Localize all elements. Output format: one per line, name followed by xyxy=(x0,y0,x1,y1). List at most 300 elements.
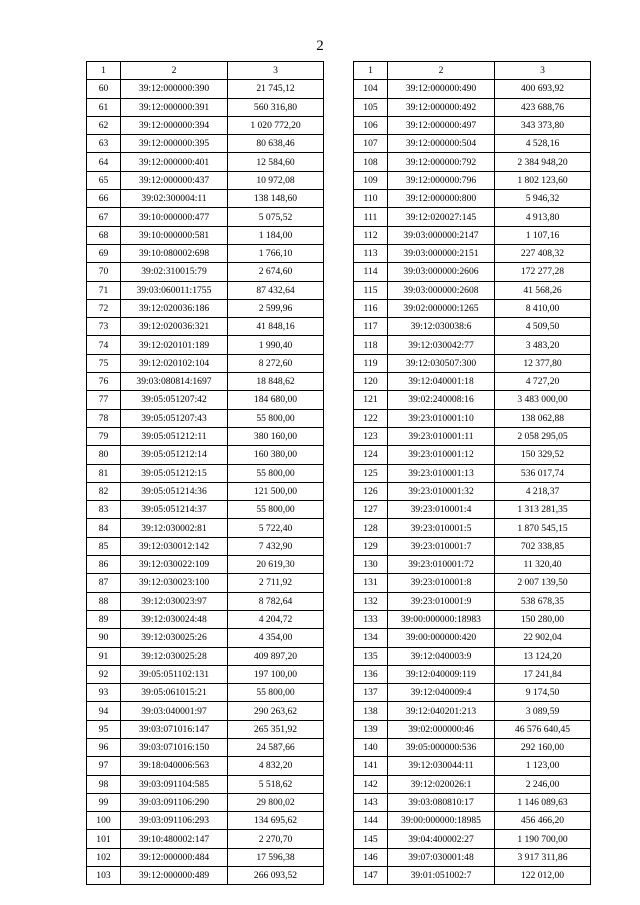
value-amount: 12 584,60 xyxy=(228,153,324,171)
row-number: 124 xyxy=(354,446,388,464)
cadastral-number: 39:12:030025:26 xyxy=(121,629,228,647)
row-number: 69 xyxy=(87,244,121,262)
cadastral-number: 39:23:010001:13 xyxy=(388,464,495,482)
cadastral-number: 39:10:000000:477 xyxy=(121,208,228,226)
table-row xyxy=(354,336,591,354)
table-row xyxy=(87,629,324,647)
cadastral-number: 39:12:000000:796 xyxy=(388,171,495,189)
value-amount: 41 848,16 xyxy=(228,318,324,336)
row-number: 92 xyxy=(87,665,121,683)
table-row xyxy=(354,98,591,116)
table-row xyxy=(87,226,324,244)
row-number: 73 xyxy=(87,318,121,336)
row-number: 70 xyxy=(87,263,121,281)
value-amount: 380 160,00 xyxy=(228,427,324,445)
table-row xyxy=(87,684,324,702)
row-number: 84 xyxy=(87,519,121,537)
cadastral-number: 39:12:040009:4 xyxy=(388,684,495,702)
row-number: 96 xyxy=(87,738,121,756)
cadastral-number: 39:12:030507:300 xyxy=(388,354,495,372)
value-amount: 17 241,84 xyxy=(495,665,591,683)
value-amount: 3 483 000,00 xyxy=(495,391,591,409)
value-amount: 292 160,00 xyxy=(495,738,591,756)
cadastral-number: 39:03:000000:2147 xyxy=(388,226,495,244)
table-row xyxy=(354,281,591,299)
value-amount: 1 313 281,35 xyxy=(495,501,591,519)
cadastral-number: 39:12:040009:119 xyxy=(388,665,495,683)
cadastral-number: 39:03:091106:290 xyxy=(121,793,228,811)
table-row xyxy=(87,592,324,610)
value-amount: 29 800,02 xyxy=(228,793,324,811)
value-amount: 3 917 311,86 xyxy=(495,848,591,866)
row-number: 80 xyxy=(87,446,121,464)
table-row xyxy=(354,519,591,537)
table-row xyxy=(354,592,591,610)
cadastral-number: 39:00:000000:420 xyxy=(388,629,495,647)
row-number: 135 xyxy=(354,647,388,665)
table-row xyxy=(354,116,591,134)
table-row xyxy=(354,738,591,756)
cadastral-number: 39:12:030025:28 xyxy=(121,647,228,665)
table-row xyxy=(87,647,324,665)
cadastral-number: 39:03:000000:2608 xyxy=(388,281,495,299)
value-amount: 5 075,52 xyxy=(228,208,324,226)
table-row xyxy=(87,299,324,317)
table-row xyxy=(87,720,324,738)
column-header: 1 xyxy=(87,62,121,80)
table-row xyxy=(87,556,324,574)
cadastral-number: 39:23:010001:9 xyxy=(388,592,495,610)
table-row xyxy=(354,464,591,482)
value-amount: 560 316,80 xyxy=(228,98,324,116)
row-number: 122 xyxy=(354,409,388,427)
row-number: 136 xyxy=(354,665,388,683)
table-row xyxy=(354,373,591,391)
value-amount: 12 377,80 xyxy=(495,354,591,372)
cadastral-number: 39:23:010001:4 xyxy=(388,501,495,519)
cadastral-number: 39:23:010001:8 xyxy=(388,574,495,592)
table-row xyxy=(354,867,591,885)
cadastral-number: 39:03:000000:2606 xyxy=(388,263,495,281)
table-row xyxy=(87,190,324,208)
value-amount: 1 990,40 xyxy=(228,336,324,354)
table-row xyxy=(87,519,324,537)
row-number: 67 xyxy=(87,208,121,226)
cadastral-number: 39:12:000000:489 xyxy=(121,867,228,885)
value-amount: 1 766,10 xyxy=(228,244,324,262)
row-number: 114 xyxy=(354,263,388,281)
table-row xyxy=(354,153,591,171)
table-row xyxy=(354,830,591,848)
cadastral-number: 39:05:061015:21 xyxy=(121,684,228,702)
row-number: 129 xyxy=(354,537,388,555)
cadastral-number: 39:12:000000:497 xyxy=(388,116,495,134)
value-amount: 4 218,37 xyxy=(495,482,591,500)
row-number: 75 xyxy=(87,354,121,372)
row-number: 71 xyxy=(87,281,121,299)
table-row xyxy=(354,226,591,244)
table-row xyxy=(87,501,324,519)
row-number: 146 xyxy=(354,848,388,866)
row-number: 142 xyxy=(354,775,388,793)
value-amount: 538 678,35 xyxy=(495,592,591,610)
value-amount: 343 373,80 xyxy=(495,116,591,134)
row-number: 81 xyxy=(87,464,121,482)
cadastral-number: 39:05:051214:37 xyxy=(121,501,228,519)
cadastral-table-right xyxy=(353,61,591,885)
cadastral-number: 39:07:030001:48 xyxy=(388,848,495,866)
value-amount: 536 017,74 xyxy=(495,464,591,482)
cadastral-number: 39:12:020101:189 xyxy=(121,336,228,354)
value-amount: 1 123,00 xyxy=(495,757,591,775)
value-amount: 55 800,00 xyxy=(228,684,324,702)
table-row xyxy=(87,867,324,885)
table-row xyxy=(354,208,591,226)
row-number: 61 xyxy=(87,98,121,116)
cadastral-number: 39:12:000000:504 xyxy=(388,135,495,153)
table-row xyxy=(87,775,324,793)
cadastral-number: 39:12:020026:1 xyxy=(388,775,495,793)
cadastral-number: 39:03:040001:97 xyxy=(121,702,228,720)
table-row xyxy=(87,263,324,281)
row-number: 104 xyxy=(354,80,388,98)
value-amount: 1 190 700,00 xyxy=(495,830,591,848)
value-amount: 5 946,32 xyxy=(495,190,591,208)
cadastral-number: 39:05:000000:536 xyxy=(388,738,495,756)
value-amount: 5 722,40 xyxy=(228,519,324,537)
row-number: 109 xyxy=(354,171,388,189)
value-amount: 3 483,20 xyxy=(495,336,591,354)
cadastral-number: 39:12:030002:81 xyxy=(121,519,228,537)
value-amount: 172 277,28 xyxy=(495,263,591,281)
row-number: 66 xyxy=(87,190,121,208)
value-amount: 1 870 545,15 xyxy=(495,519,591,537)
row-number: 98 xyxy=(87,775,121,793)
cadastral-number: 39:02:240008:16 xyxy=(388,391,495,409)
table-row xyxy=(354,263,591,281)
cadastral-number: 39:12:000000:401 xyxy=(121,153,228,171)
row-number: 121 xyxy=(354,391,388,409)
cadastral-number: 39:10:000000:581 xyxy=(121,226,228,244)
value-amount: 2 246,00 xyxy=(495,775,591,793)
cadastral-number: 39:12:030022:109 xyxy=(121,556,228,574)
row-number: 82 xyxy=(87,482,121,500)
row-number: 64 xyxy=(87,153,121,171)
cadastral-number: 39:12:000000:492 xyxy=(388,98,495,116)
row-number: 78 xyxy=(87,409,121,427)
cadastral-number: 39:12:020102:104 xyxy=(121,354,228,372)
row-number: 60 xyxy=(87,80,121,98)
row-number: 100 xyxy=(87,812,121,830)
table-row xyxy=(354,354,591,372)
cadastral-number: 39:12:020036:321 xyxy=(121,318,228,336)
row-number: 120 xyxy=(354,373,388,391)
value-amount: 2 270,70 xyxy=(228,830,324,848)
value-amount: 22 902,04 xyxy=(495,629,591,647)
value-amount: 3 089,59 xyxy=(495,702,591,720)
row-number: 118 xyxy=(354,336,388,354)
table-header-row xyxy=(354,62,591,80)
value-amount: 11 320,40 xyxy=(495,556,591,574)
table-row xyxy=(354,793,591,811)
table-row xyxy=(87,318,324,336)
value-amount: 227 408,32 xyxy=(495,244,591,262)
cadastral-number: 39:12:030024:48 xyxy=(121,610,228,628)
cadastral-number: 39:23:010001:11 xyxy=(388,427,495,445)
column-header: 1 xyxy=(354,62,388,80)
row-number: 106 xyxy=(354,116,388,134)
value-amount: 138 062,88 xyxy=(495,409,591,427)
value-amount: 160 380,00 xyxy=(228,446,324,464)
table-row xyxy=(87,336,324,354)
row-number: 83 xyxy=(87,501,121,519)
row-number: 99 xyxy=(87,793,121,811)
cadastral-number: 39:23:010001:5 xyxy=(388,519,495,537)
cadastral-number: 39:12:040001:18 xyxy=(388,373,495,391)
cadastral-number: 39:03:071016:147 xyxy=(121,720,228,738)
value-amount: 122 012,00 xyxy=(495,867,591,885)
table-row xyxy=(87,482,324,500)
table-row xyxy=(354,629,591,647)
cadastral-table-left xyxy=(86,61,324,885)
row-number: 143 xyxy=(354,793,388,811)
cadastral-number: 39:02:300004:11 xyxy=(121,190,228,208)
cadastral-number: 39:01:051002:7 xyxy=(388,867,495,885)
value-amount: 8 272,60 xyxy=(228,354,324,372)
cadastral-number: 39:03:080814:1697 xyxy=(121,373,228,391)
table-row xyxy=(87,281,324,299)
table-row xyxy=(87,354,324,372)
table-row xyxy=(354,501,591,519)
table-row xyxy=(354,244,591,262)
table-row xyxy=(87,244,324,262)
table-row xyxy=(87,80,324,98)
table-row xyxy=(87,116,324,134)
cadastral-number: 39:03:060011:1755 xyxy=(121,281,228,299)
row-number: 76 xyxy=(87,373,121,391)
table-row xyxy=(354,757,591,775)
cadastral-number: 39:12:040003:9 xyxy=(388,647,495,665)
cadastral-number: 39:23:010001:12 xyxy=(388,446,495,464)
row-number: 72 xyxy=(87,299,121,317)
cadastral-number: 39:12:000000:484 xyxy=(121,848,228,866)
cadastral-number: 39:12:000000:800 xyxy=(388,190,495,208)
value-amount: 702 338,85 xyxy=(495,537,591,555)
cadastral-number: 39:12:030044:11 xyxy=(388,757,495,775)
row-number: 88 xyxy=(87,592,121,610)
cadastral-number: 39:12:030042:77 xyxy=(388,336,495,354)
value-amount: 150 280,00 xyxy=(495,610,591,628)
cadastral-number: 39:12:030038:6 xyxy=(388,318,495,336)
cadastral-number: 39:02:000000:46 xyxy=(388,720,495,738)
table-row xyxy=(354,556,591,574)
table-row xyxy=(354,684,591,702)
row-number: 90 xyxy=(87,629,121,647)
cadastral-number: 39:02:000000:1265 xyxy=(388,299,495,317)
row-number: 102 xyxy=(87,848,121,866)
value-amount: 24 587,66 xyxy=(228,738,324,756)
row-number: 97 xyxy=(87,757,121,775)
cadastral-number: 39:10:480002:147 xyxy=(121,830,228,848)
cadastral-number: 39:12:020036:186 xyxy=(121,299,228,317)
cadastral-number: 39:03:091104:585 xyxy=(121,775,228,793)
table-row xyxy=(87,446,324,464)
cadastral-number: 39:12:040201:213 xyxy=(388,702,495,720)
table-row xyxy=(87,98,324,116)
value-amount: 2 674,60 xyxy=(228,263,324,281)
value-amount: 87 432,64 xyxy=(228,281,324,299)
table-row xyxy=(354,702,591,720)
row-number: 133 xyxy=(354,610,388,628)
row-number: 144 xyxy=(354,812,388,830)
cadastral-number: 39:05:051102:131 xyxy=(121,665,228,683)
cadastral-number: 39:18:040006:563 xyxy=(121,757,228,775)
table-row xyxy=(354,812,591,830)
value-amount: 121 500,00 xyxy=(228,482,324,500)
cadastral-number: 39:00:000000:18985 xyxy=(388,812,495,830)
value-amount: 4 509,50 xyxy=(495,318,591,336)
row-number: 130 xyxy=(354,556,388,574)
table-row xyxy=(87,610,324,628)
value-amount: 10 972,08 xyxy=(228,171,324,189)
value-amount: 80 638,46 xyxy=(228,135,324,153)
row-number: 132 xyxy=(354,592,388,610)
value-amount: 197 100,00 xyxy=(228,665,324,683)
cadastral-number: 39:05:051214:36 xyxy=(121,482,228,500)
value-amount: 4 832,20 xyxy=(228,757,324,775)
row-number: 103 xyxy=(87,867,121,885)
value-amount: 4 528,16 xyxy=(495,135,591,153)
row-number: 134 xyxy=(354,629,388,647)
row-number: 131 xyxy=(354,574,388,592)
table-row xyxy=(87,812,324,830)
value-amount: 290 263,62 xyxy=(228,702,324,720)
table-row xyxy=(87,208,324,226)
value-amount: 138 148,60 xyxy=(228,190,324,208)
table-row xyxy=(354,391,591,409)
cadastral-number: 39:12:020027:145 xyxy=(388,208,495,226)
row-number: 126 xyxy=(354,482,388,500)
value-amount: 13 124,20 xyxy=(495,647,591,665)
row-number: 112 xyxy=(354,226,388,244)
value-amount: 4 727,20 xyxy=(495,373,591,391)
value-amount: 150 329,52 xyxy=(495,446,591,464)
cadastral-number: 39:05:051212:15 xyxy=(121,464,228,482)
value-amount: 1 184,00 xyxy=(228,226,324,244)
value-amount: 423 688,76 xyxy=(495,98,591,116)
table-row xyxy=(87,171,324,189)
table-header-row xyxy=(87,62,324,80)
page-number: 2 xyxy=(316,38,324,54)
row-number: 127 xyxy=(354,501,388,519)
table-row xyxy=(354,135,591,153)
value-amount: 2 711,92 xyxy=(228,574,324,592)
cadastral-number: 39:12:030012:142 xyxy=(121,537,228,555)
value-amount: 9 174,50 xyxy=(495,684,591,702)
table-row xyxy=(354,446,591,464)
cadastral-number: 39:05:051212:11 xyxy=(121,427,228,445)
value-amount: 400 693,92 xyxy=(495,80,591,98)
table-row xyxy=(87,391,324,409)
table-row xyxy=(87,537,324,555)
cadastral-number: 39:05:051207:43 xyxy=(121,409,228,427)
cadastral-number: 39:12:000000:792 xyxy=(388,153,495,171)
cadastral-number: 39:02:310015:79 xyxy=(121,263,228,281)
table-row xyxy=(87,665,324,683)
row-number: 85 xyxy=(87,537,121,555)
value-amount: 55 800,00 xyxy=(228,501,324,519)
table-row xyxy=(354,171,591,189)
cadastral-number: 39:12:000000:391 xyxy=(121,98,228,116)
table-row xyxy=(354,775,591,793)
value-amount: 409 897,20 xyxy=(228,647,324,665)
row-number: 123 xyxy=(354,427,388,445)
value-amount: 2 599,96 xyxy=(228,299,324,317)
row-number: 105 xyxy=(354,98,388,116)
value-amount: 266 093,52 xyxy=(228,867,324,885)
column-header: 2 xyxy=(388,62,495,80)
value-amount: 2 384 948,20 xyxy=(495,153,591,171)
row-number: 138 xyxy=(354,702,388,720)
row-number: 107 xyxy=(354,135,388,153)
row-number: 111 xyxy=(354,208,388,226)
value-amount: 8 782,64 xyxy=(228,592,324,610)
table-row xyxy=(87,409,324,427)
table-row xyxy=(87,135,324,153)
value-amount: 55 800,00 xyxy=(228,464,324,482)
row-number: 79 xyxy=(87,427,121,445)
row-number: 125 xyxy=(354,464,388,482)
cadastral-number: 39:23:010001:7 xyxy=(388,537,495,555)
value-amount: 2 007 139,50 xyxy=(495,574,591,592)
table-row xyxy=(354,537,591,555)
table-row xyxy=(87,738,324,756)
row-number: 87 xyxy=(87,574,121,592)
table-row xyxy=(354,482,591,500)
value-amount: 1 020 772,20 xyxy=(228,116,324,134)
row-number: 116 xyxy=(354,299,388,317)
row-number: 74 xyxy=(87,336,121,354)
row-number: 115 xyxy=(354,281,388,299)
value-amount: 7 432,90 xyxy=(228,537,324,555)
value-amount: 4 204,72 xyxy=(228,610,324,628)
value-amount: 2 058 295,05 xyxy=(495,427,591,445)
row-number: 62 xyxy=(87,116,121,134)
table-row xyxy=(354,610,591,628)
table-row xyxy=(354,720,591,738)
row-number: 147 xyxy=(354,867,388,885)
value-amount: 1 802 123,60 xyxy=(495,171,591,189)
cadastral-number: 39:04:400002:27 xyxy=(388,830,495,848)
table-row xyxy=(87,848,324,866)
row-number: 110 xyxy=(354,190,388,208)
value-amount: 55 800,00 xyxy=(228,409,324,427)
row-number: 119 xyxy=(354,354,388,372)
value-amount: 456 466,20 xyxy=(495,812,591,830)
cadastral-number: 39:03:091106:293 xyxy=(121,812,228,830)
row-number: 77 xyxy=(87,391,121,409)
row-number: 141 xyxy=(354,757,388,775)
cadastral-number: 39:12:000000:390 xyxy=(121,80,228,98)
table-row xyxy=(354,647,591,665)
cadastral-number: 39:10:080002:698 xyxy=(121,244,228,262)
value-amount: 1 107,16 xyxy=(495,226,591,244)
column-header: 3 xyxy=(495,62,591,80)
row-number: 93 xyxy=(87,684,121,702)
row-number: 94 xyxy=(87,702,121,720)
table-row xyxy=(354,574,591,592)
column-header: 2 xyxy=(121,62,228,80)
